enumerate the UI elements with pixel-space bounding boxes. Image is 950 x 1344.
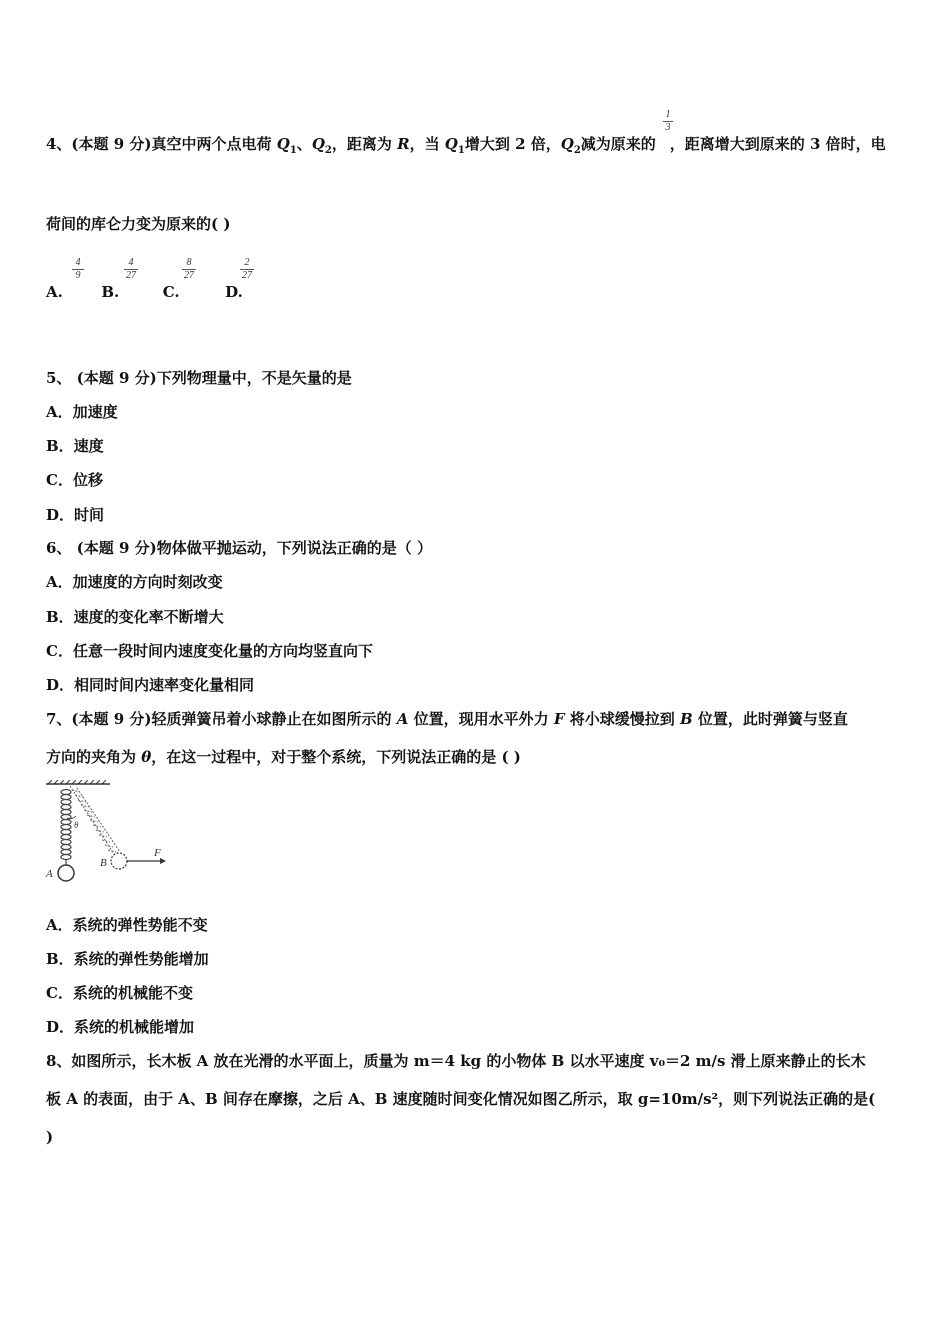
q7-stem-line2: 方向的夹角为 θ，在这一过程中，对于整个系统，下列说法正确的是 ( ) [46,748,521,766]
q5-option-d: D．时间 [46,506,105,524]
q4-option-b-fraction: 4 27 [126,257,136,281]
q4-option-b-label: B. [101,283,120,301]
q4-option-a-fraction: 4 9 [72,258,84,281]
q7-option-a: A．系统的弹性势能不变 [46,916,208,934]
q4-option-a-label: A. [46,283,63,301]
q8-stem-line3: ) [46,1128,54,1146]
q6-option-d: D．相同时间内速率变化量相同 [46,676,255,694]
label-f: F [154,847,161,859]
q6-option-c: C．任意一段时间内速度变化量的方向均竖直向下 [46,642,373,660]
q4-stem-line1: 4、(本题 9 分)真空中两个点电荷 $Q_1$、$Q_2$，距离为 R，当 $Q_1$增大到 2 倍，$Q_2$减为原来的 ，距离增大到原来的 3 倍时，电 [46,135,886,156]
q8-stem-line2: 板 A 的表面，由于 A、B 间存在摩擦，之后 A、B 速度随时间变化情况如图乙所示，取 g=10m/s²，则下列说法正确的是( [46,1090,876,1108]
q4-option-d-fraction: 2 27 [242,257,252,281]
q4-fraction-one-third: 1 3 [663,110,673,133]
q7-option-b: B．系统的弹性势能增加 [46,950,209,968]
q6-stem: 6、 (本题 9 分)物体做平抛运动，下列说法正确的是（ ） [46,539,432,557]
q7-option-d: D．系统的机械能增加 [46,1018,195,1036]
q4-options [46,282,243,302]
spring-diagram [44,780,174,890]
q7-option-c: C．系统的机械能不变 [46,984,193,1002]
q4-option-c-label: C. [162,283,180,301]
ball-a [58,865,74,881]
q6-option-a: A．加速度的方向时刻改变 [46,573,223,591]
q5-stem: 5、 (本题 9 分)下列物理量中，不是矢量的是 [46,369,352,387]
theta-label: θ [74,820,79,830]
q7-stem-line1: 7、(本题 9 分)轻质弹簧吊着小球静止在如图所示的 A 位置，现用水平外力 F 将小球缓慢拉到 B 位置，此时弹簧与竖直 [46,710,848,728]
q6-option-b: B．速度的变化率不断增大 [46,608,224,626]
q5-option-c: C．位移 [46,471,103,489]
label-b: B [100,857,107,869]
q5-option-a: A．加速度 [46,403,118,421]
q4-option-c-fraction: 8 27 [184,257,194,281]
spring-a [61,790,71,866]
q4-option-d-label: D. [225,283,243,301]
label-a: A [46,868,53,880]
q7-spring-figure [44,780,174,894]
q8-stem-line1: 8、如图所示，长木板 A 放在光滑的水平面上，质量为 m＝4 kg 的小物体 B 以水平速度 v₀＝2 m/s 滑上原来静止的长木 [46,1052,866,1070]
q4-stem-line2: 荷间的库仑力变为原来的( ) [46,215,231,233]
q5-option-b: B．速度 [46,437,104,455]
ball-b [111,853,127,869]
force-arrowhead [160,858,166,864]
